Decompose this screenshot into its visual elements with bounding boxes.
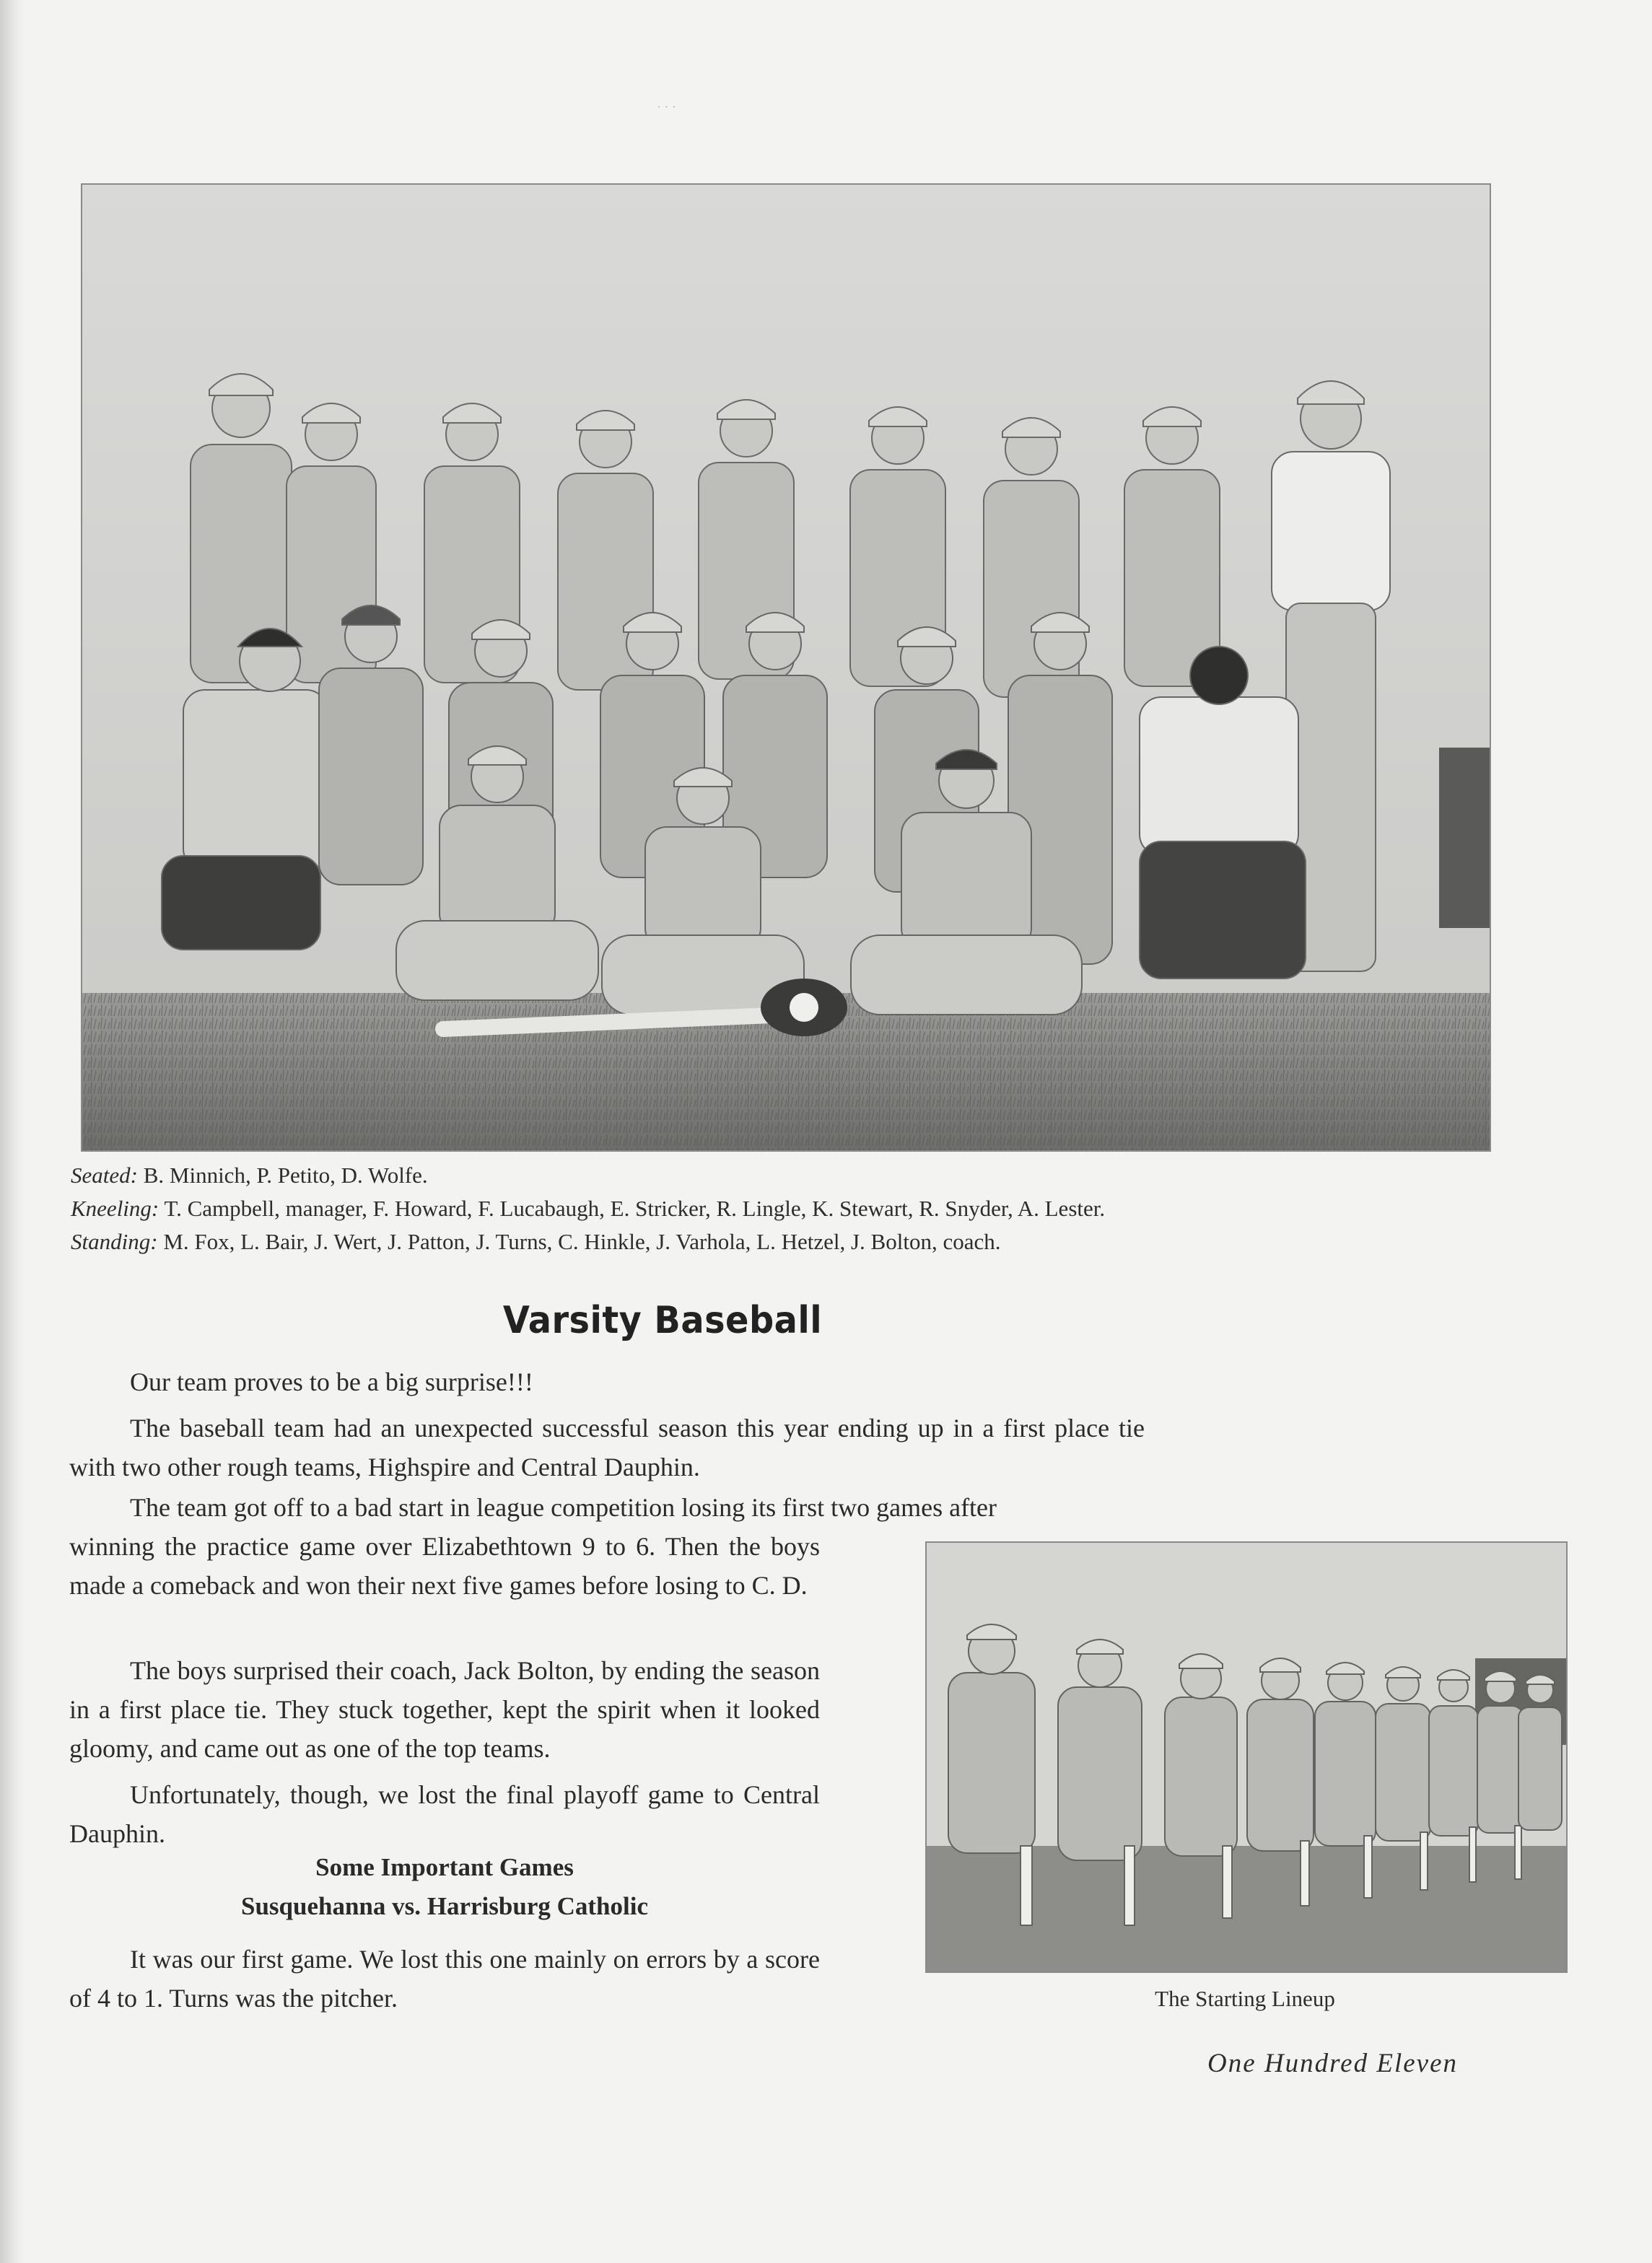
paragraph-2: The baseball team had an unexpected successful season this year ending up in a first place tie with two other rough teams, Highspire and Central Dauphin. (69, 1414, 1145, 1481)
caption-standing-names: M. Fox, L. Bair, J. Wert, J. Patton, J. Turns, C. Hinkle, J. Varhola, L. Hetzel, J. Bolton, coach. (163, 1229, 1001, 1254)
print-smudge: · · · (657, 100, 676, 114)
page-number-folio: One Hundred Eleven (1207, 2049, 1458, 2078)
caption-standing (71, 1225, 1442, 1259)
caption-standing-label: Standing: (71, 1229, 158, 1254)
page-binding-edge (0, 0, 25, 2263)
paragraph-3-start: The team got off to a bad start in league competition losing its first two games after (130, 1493, 997, 1522)
caption-kneeling (71, 1192, 1442, 1225)
caption-kneeling-label: Kneeling: (71, 1196, 159, 1221)
caption-seated-label: Seated: (71, 1163, 138, 1188)
team-group-photo (81, 183, 1491, 1152)
caption-seated (71, 1159, 1442, 1192)
paragraph-4: The boys surprised their coach, Jack Bolton, by ending the season in a first place tie. They stuck together, kept the spirit when it looked gloomy, and came out as one of the top teams. (69, 1656, 820, 1763)
paragraph-6: It was our first game. We lost this one mainly on errors by a score of 4 to 1. Turns was the pitcher. (69, 1945, 820, 2013)
caption-seated-names: B. Minnich, P. Petito, D. Wolfe. (143, 1163, 428, 1188)
caption-kneeling-names: T. Campbell, manager, F. Howard, F. Lucabaugh, E. Stricker, R. Lingle, K. Stewart, R. Snyder, A. Lester. (164, 1196, 1106, 1221)
subhead-game-matchup: Susquehanna vs. Harrisburg Catholic (240, 1892, 649, 1920)
starting-lineup-photo (925, 1541, 1568, 1973)
lineup-photo-caption: The Starting Lineup (1155, 1986, 1335, 2011)
paragraph-5: Unfortunately, though, we lost the final playoff game to Central Dauphin. (69, 1780, 820, 1848)
subhead-important-games: Some Important Games (315, 1853, 574, 1881)
article-title: Varsity Baseball (502, 1299, 823, 1342)
photo-caption (71, 1159, 1442, 1259)
paragraph-1: Our team proves to be a big surprise!!! (130, 1367, 533, 1396)
paragraph-3-continued: winning the practice game over Elizabethtown 9 to 6. Then the boys made a comeback and won their next five games before losing to C. D. (69, 1532, 820, 1600)
